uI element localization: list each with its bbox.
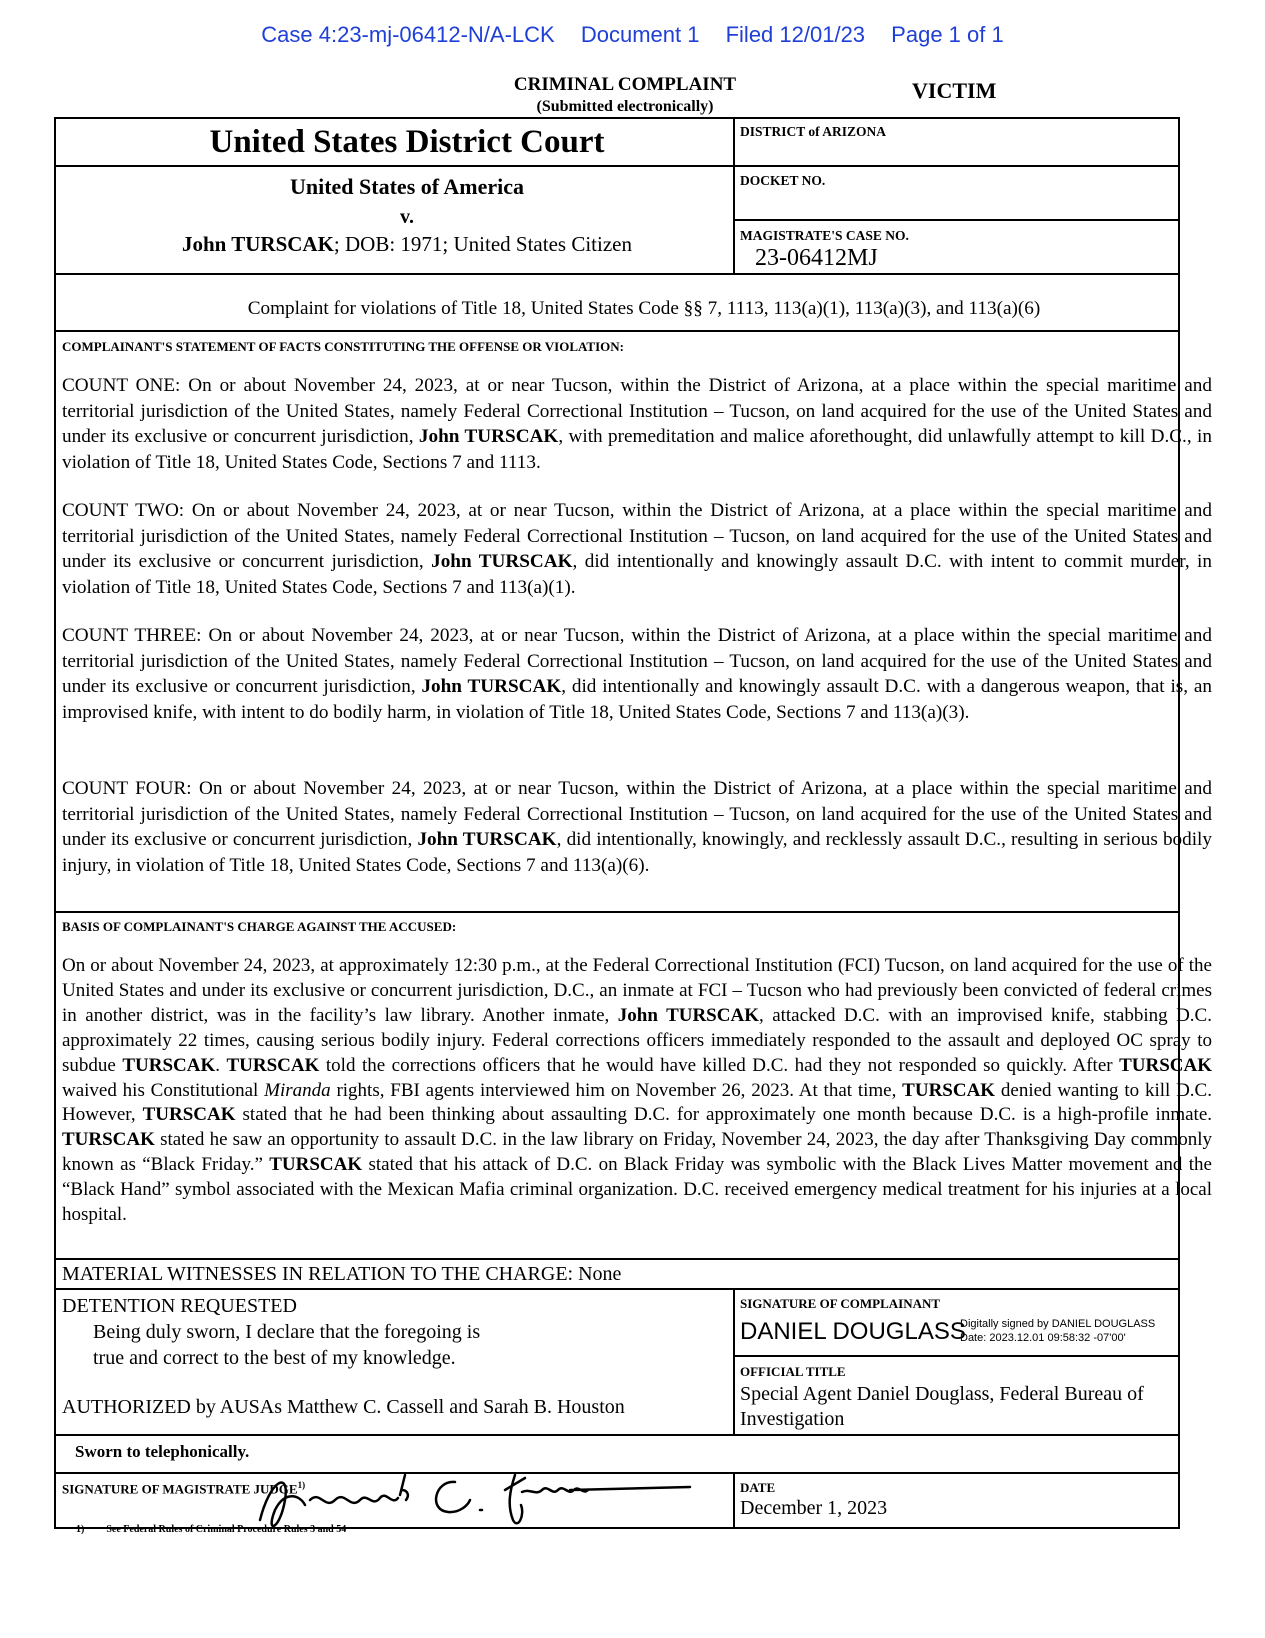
footnote: 1) See Federal Rules of Criminal Procedure Rules 3 and 54 (76, 1524, 347, 1535)
form-title (460, 74, 790, 116)
divider (54, 165, 1180, 167)
victim-label: VICTIM (912, 78, 997, 103)
date-value: December 1, 2023 (740, 1497, 888, 1519)
official-title: Special Agent Daniel Douglass, Federal Bureau of Investigation (740, 1383, 1144, 1430)
complainant-signature: DANIEL DOUGLASS (740, 1318, 966, 1345)
filed-date: Filed 12/01/23 (725, 22, 866, 47)
divider (54, 1288, 1180, 1290)
digital-signature-line-1: Digitally signed by DANIEL DOUGLASS (960, 1318, 1156, 1330)
document-number: Document 1 (580, 22, 700, 47)
basis-paragraph: On or about November 24, 2023, at approximately 12:30 p.m., at the Federal Correctional Institution (FCI) Tucson, on land acquired for the use of the United States and under its exclusive or concurrent jurisdiction, D.C., an inmate at FCI – Tucson who had previously been convicted of federal crimes in another district, was in the facility’s law library. Another inmate, John TURSCAK, attacked D.C. with an improvised knife, stabbing D.C. approximately 22 times, causing serious bodily injury. Federal corrections officers immediately responded to the assault and deployed OC spray to subdue TURSCAK. TURSCAK told the corrections officers that he would have killed D.C. had they not responded so quickly. After TURSCAK waived his Constitutional Miranda rights, FBI agents interviewed him on November 26, 2023. At that time, TURSCAK denied wanting to kill D.C. However, TURSCAK stated that he had been thinking about assaulting D.C. for approximately one month because D.C. is a high-profile inmate. TURSCAK stated he saw an opportunity to assault D.C. in the law library on Friday, November 24, 2023, the day after Thanksgiving Day commonly known as “Black Friday.” TURSCAK stated that his attack of D.C. on Black Friday was symbolic with the Black Lives Matter movement and the “Black Hand” symbol associated with the Mexican Mafia criminal organization. D.C. received emergency medical treatment for his injuries at a local hospital. (62, 955, 1212, 1226)
page-number: Page 1 of 1 (891, 22, 1004, 47)
defendant-name: John TURSCAK (182, 232, 334, 256)
count-four: COUNT FOUR: On or about November 24, 2023, at or near Tucson, within the District of Arizona, at a place within the special maritime and territorial jurisdiction of the United States, namely Federal Correctional Institution – Tucson, on land acquired for the use of the United States and under its exclusive or concurrent jurisdiction, John TURSCAK, did intentionally, knowingly, and recklessly assault D.C., resulting in serious bodily injury, in violation of Title 18, United States Code, Sections 7 and 113(a)(6). (62, 778, 1212, 876)
court-name: United States District Court (209, 124, 605, 160)
divider (54, 1258, 1180, 1260)
signature-label: SIGNATURE OF COMPLAINANT (740, 1296, 941, 1311)
case-header-stamp (0, 22, 1265, 48)
official-title-label: OFFICIAL TITLE (740, 1364, 846, 1379)
divider (54, 330, 1180, 332)
defendant-details: ; DOB: 1971; United States Citizen (333, 232, 632, 256)
divider (54, 911, 1180, 913)
count-one: COUNT ONE: On or about November 24, 2023, at or near Tucson, within the District of Arizona, at a place within the special maritime and territorial jurisdiction of the United States, namely Federal Correctional Institution – Tucson, on land acquired for the use of the United States and under its exclusive or concurrent jurisdiction, John TURSCAK, with premeditation and malice aforethought, did unlawfully attempt to kill D.C., in violation of Title 18, United States Code, Sections 7 and 1113. (62, 375, 1212, 473)
divider (734, 1355, 1180, 1357)
divider (734, 219, 1180, 221)
declaration-line-1: Being duly sworn, I declare that the foregoing is (93, 1321, 481, 1343)
statement-label: COMPLAINANT'S STATEMENT OF FACTS CONSTITUTING THE OFFENSE OR VIOLATION: (62, 339, 624, 354)
basis-label: BASIS OF COMPLAINANT'S CHARGE AGAINST THE ACCUSED: (62, 919, 457, 934)
digital-signature-line-2: Date: 2023.12.01 09:58:32 -07'00' (960, 1332, 1126, 1344)
form-title-sub: (Submitted electronically) (536, 98, 714, 115)
plaintiff-name: United States of America (289, 174, 524, 199)
material-witnesses: MATERIAL WITNESSES IN RELATION TO THE CHARGE: None (62, 1263, 622, 1285)
defendant (57, 232, 757, 257)
date-label: DATE (740, 1480, 776, 1495)
authorized-by: AUTHORIZED by AUSAs Matthew C. Cassell and Sarah B. Houston (62, 1396, 625, 1418)
docket-label: DOCKET NO. (740, 173, 826, 188)
count-three: COUNT THREE: On or about November 24, 2023, at or near Tucson, within the District of Arizona, at a place within the special maritime and territorial jurisdiction of the United States, namely Federal Correctional Institution – Tucson, on land acquired for the use of the United States and under its exclusive or concurrent jurisdiction, John TURSCAK, did intentionally and knowingly assault D.C. with a dangerous weapon, that is, an improvised knife, with intent to do bodily harm, in violation of Title 18, United States Code, Sections 7 and 113(a)(3). (62, 625, 1212, 723)
detention-title: DETENTION REQUESTED (62, 1295, 297, 1317)
divider (54, 1434, 1180, 1436)
complaint-violations: Complaint for violations of Title 18, United States Code §§ 7, 1113, 113(a)(1), 113(a)(3), and 113(a)(6) (247, 298, 1041, 319)
case-number: Case 4:23-mj-06412-N/A-LCK (261, 22, 555, 47)
magistrate-case-label: MAGISTRATE'S CASE NO. (740, 228, 909, 243)
district-label: DISTRICT of ARIZONA (740, 124, 887, 139)
divider (733, 1472, 735, 1529)
versus: v. (400, 206, 414, 228)
sworn-statement: Sworn to telephonically. (75, 1442, 250, 1461)
count-two: COUNT TWO: On or about November 24, 2023, at or near Tucson, within the District of Arizona, at a place within the special maritime and territorial jurisdiction of the United States, namely Federal Correctional Institution – Tucson, on land acquired for the use of the United States and under its exclusive or concurrent jurisdiction, John TURSCAK, did intentionally and knowingly assault D.C. with intent to commit murder, in violation of Title 18, United States Code, Sections 7 and 113(a)(1). (62, 500, 1212, 598)
form-title-main: CRIMINAL COMPLAINT (513, 74, 737, 95)
magistrate-signature-label: SIGNATURE OF MAGISTRATE JUDGE$^{1)}$ (62, 1480, 306, 1497)
declaration-line-2: true and correct to the best of my knowledge. (93, 1347, 456, 1369)
divider (54, 273, 1180, 275)
divider (733, 1288, 735, 1436)
magistrate-case-number: 23-06412MJ (755, 245, 878, 271)
